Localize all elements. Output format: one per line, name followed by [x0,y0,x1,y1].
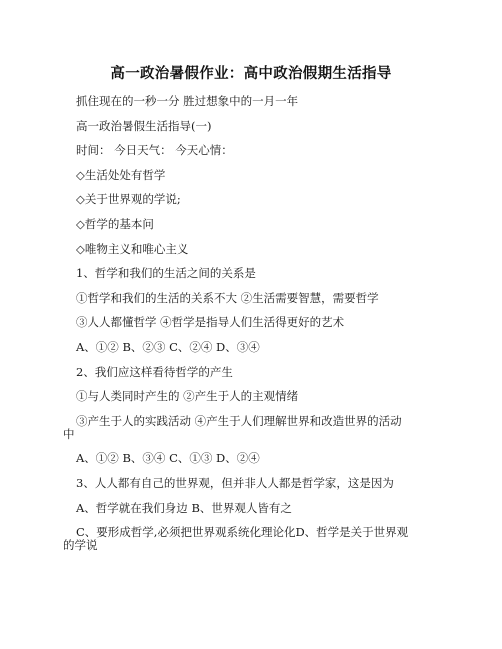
topic-item: ◇唯物主义和唯心主义 [76,241,189,256]
topic-item: ◇关于世界观的学说; [76,192,181,207]
document-body [63,94,432,564]
section-heading: 高一政治暑假生活指导(一) [76,118,212,133]
option-continuation: 的学说 [63,538,98,553]
document-title: 高一政治暑假作业：高中政治假期生活指导 [110,66,392,82]
topic-item: ◇哲学的基本问 [76,216,154,231]
question-2-statements: ①与人类同时产生的 ②产生于人的主观情绪 [76,389,299,404]
statement-text: ③产生于人的实践活动 ④产生于人们理解世界和改造世界的活动 [76,413,402,428]
question-3-options: A、哲学就在我们身边 B、世界观人皆有之 [76,500,292,515]
question-2: 2、我们应这样看待哲学的产生 [76,364,233,379]
question-2-statements-wrapped [63,413,432,441]
motto-line: 抓住现在的一秒一分 胜过想象中的一月一年 [76,94,299,108]
topic-item: ◇生活处处有哲学 [76,167,166,182]
question-1: 1、哲学和我们的生活之间的关系是 [76,266,256,281]
question-2-options: A、①② B、③④ C、①③ D、②④ [76,451,260,466]
date-weather-mood-line: 时间： 今日天气： 今天心情： [76,143,233,158]
question-1-statements: ①哲学和我们的生活的关系不大 ②生活需要智慧，需要哲学 [76,290,379,305]
question-1-options: A、①② B、②③ C、②④ D、③④ [76,339,260,354]
question-3-options-wrapped [63,525,432,553]
option-text: C、要形成哲学,必须把世界观系统化理论化D、哲学是关于世界观 [76,525,409,540]
statement-continuation: 中 [63,426,75,441]
question-3: 3、人人都有自己的世界观，但并非人人都是哲学家，这是因为 [76,475,394,490]
question-1-statements: ③人人都懂哲学 ④哲学是指导人们生活得更好的艺术 [76,315,345,330]
